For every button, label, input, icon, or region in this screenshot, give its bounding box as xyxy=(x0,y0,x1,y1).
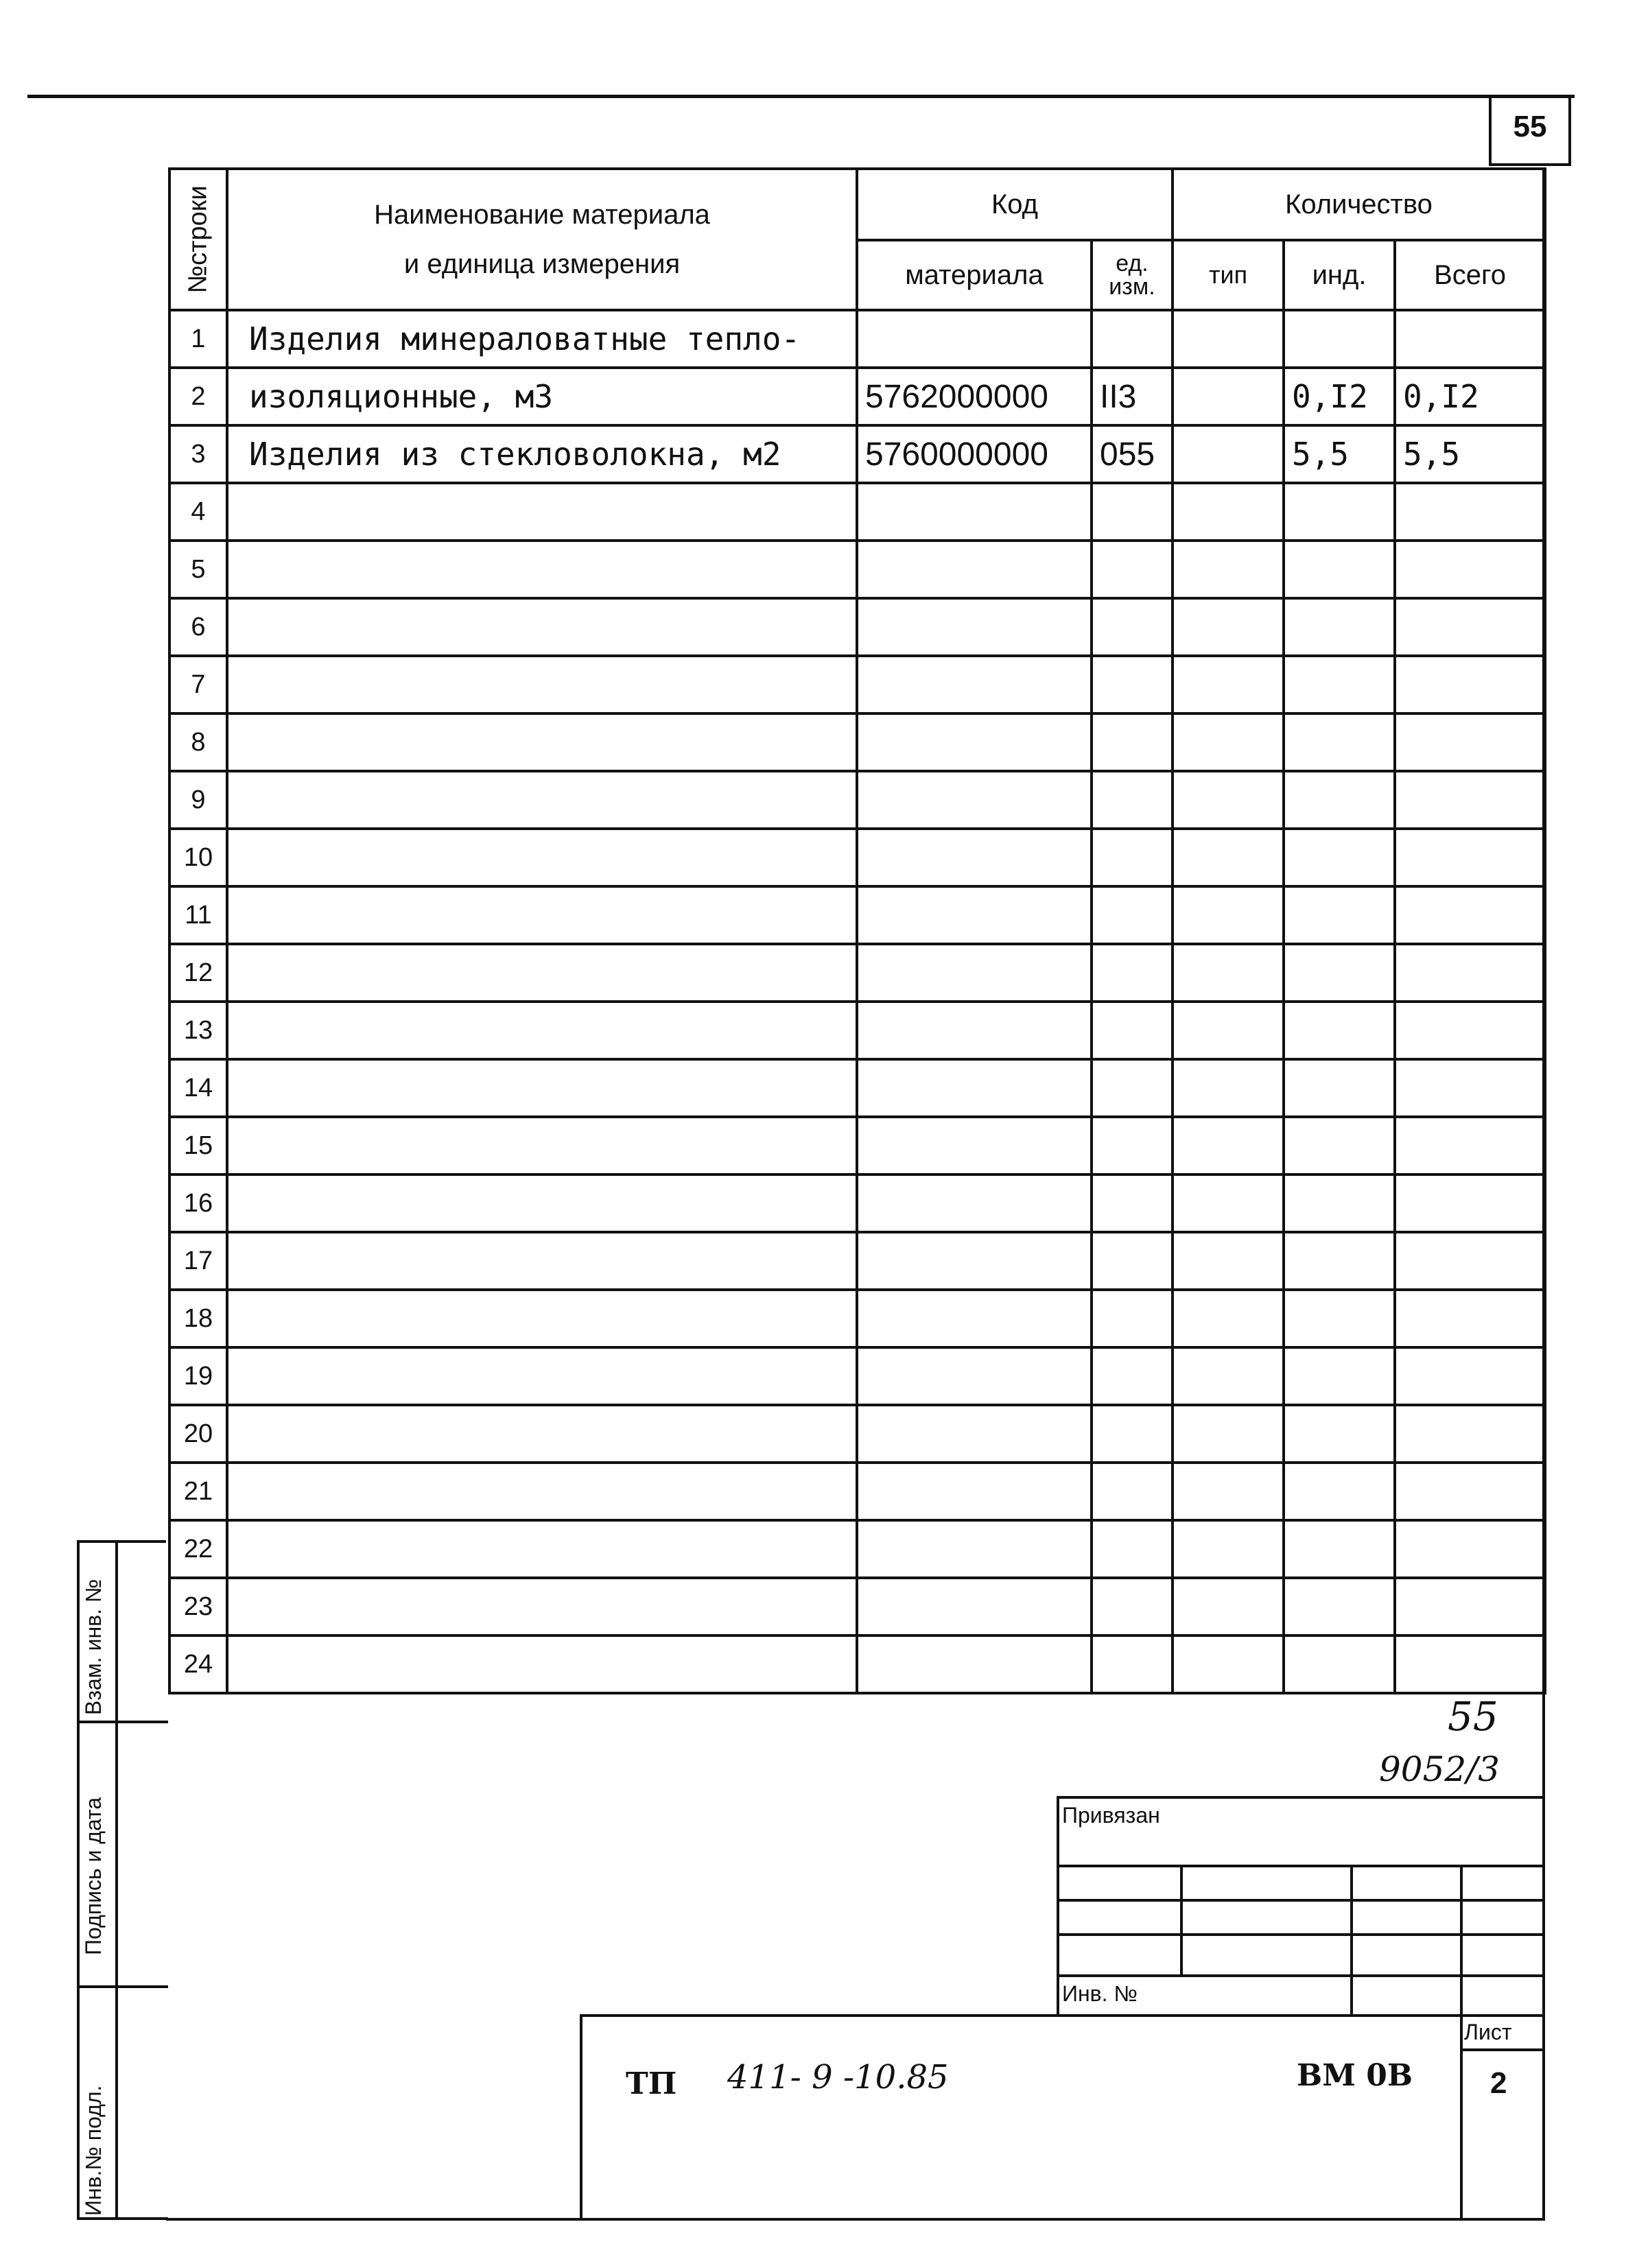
table-row xyxy=(169,598,1545,656)
row-number: 12 xyxy=(169,944,227,1002)
unit-code xyxy=(1092,1002,1173,1059)
unit-code xyxy=(1092,656,1173,713)
material-name xyxy=(227,1174,857,1232)
unit-code: 055 xyxy=(1092,425,1173,483)
material-name: изоляционные, м3 xyxy=(227,368,857,425)
qty-individual xyxy=(1284,1635,1395,1693)
project-code: 411- 9 -10.85 xyxy=(727,2058,949,2096)
material-code xyxy=(857,1520,1092,1578)
table-row xyxy=(169,1002,1545,1059)
qty-individual xyxy=(1284,1347,1395,1405)
qty-individual xyxy=(1284,1002,1395,1059)
table-row xyxy=(169,1347,1545,1405)
header-total: Всего xyxy=(1395,240,1545,310)
row-number: 19 xyxy=(169,1347,227,1405)
unit-code xyxy=(1092,541,1173,598)
qty-total xyxy=(1395,1635,1545,1693)
qty-total xyxy=(1395,598,1545,656)
unit-code xyxy=(1092,1578,1173,1635)
header-unit-code: ед. изм. xyxy=(1092,240,1173,310)
header-row-number: №строки xyxy=(169,169,227,310)
material-name xyxy=(227,829,857,886)
table-row xyxy=(169,1520,1545,1578)
material-code xyxy=(857,1232,1092,1290)
material-code xyxy=(857,483,1092,541)
row-number: 18 xyxy=(169,1290,227,1347)
bound-to-label: Привязан xyxy=(1062,1803,1160,1828)
unit-code xyxy=(1092,1117,1173,1174)
material-name xyxy=(227,713,857,771)
material-name xyxy=(227,1290,857,1347)
material-name xyxy=(227,1347,857,1405)
qty-type xyxy=(1173,1174,1284,1232)
table-row xyxy=(169,1463,1545,1520)
qty-individual xyxy=(1284,1405,1395,1463)
material-code: 5762000000 xyxy=(857,368,1092,425)
handwritten-sheet: 55 xyxy=(1448,1693,1498,1740)
material-code xyxy=(857,771,1092,829)
qty-type xyxy=(1173,656,1284,713)
material-name xyxy=(227,944,857,1002)
qty-total xyxy=(1395,713,1545,771)
header-material-code: материала xyxy=(857,240,1092,310)
row-number: 11 xyxy=(169,886,227,944)
header-individual: инд. xyxy=(1284,240,1395,310)
qty-type xyxy=(1173,483,1284,541)
materials-table xyxy=(168,167,1546,1694)
qty-individual xyxy=(1284,483,1395,541)
table-row xyxy=(169,771,1545,829)
material-name xyxy=(227,598,857,656)
qty-individual xyxy=(1284,713,1395,771)
table-row xyxy=(169,425,1545,483)
strip-divider xyxy=(115,1540,118,2219)
unit-code xyxy=(1092,1463,1173,1520)
qty-type xyxy=(1173,829,1284,886)
material-name xyxy=(227,1059,857,1117)
qty-individual xyxy=(1284,1117,1395,1174)
qty-individual xyxy=(1284,1290,1395,1347)
material-code xyxy=(857,1578,1092,1635)
row-number: 24 xyxy=(169,1635,227,1693)
row-number: 6 xyxy=(169,598,227,656)
qty-total xyxy=(1395,886,1545,944)
unit-code xyxy=(1092,1232,1173,1290)
qty-total xyxy=(1395,656,1545,713)
unit-code xyxy=(1092,1520,1173,1578)
qty-type xyxy=(1173,1002,1284,1059)
unit-code xyxy=(1092,886,1173,944)
qty-total: 5,5 xyxy=(1395,425,1545,483)
material-code xyxy=(857,1290,1092,1347)
qty-type xyxy=(1173,1117,1284,1174)
material-name xyxy=(227,1578,857,1635)
doc-prefix: ТП xyxy=(626,2066,677,2101)
qty-individual: 0,I2 xyxy=(1284,368,1395,425)
qty-type xyxy=(1173,310,1284,368)
material-code xyxy=(857,1463,1092,1520)
handwritten-number: 9052/3 xyxy=(1379,1749,1500,1789)
material-code xyxy=(857,1405,1092,1463)
frame-bottom xyxy=(166,2218,1545,2221)
table-row xyxy=(169,1232,1545,1290)
row-number: 8 xyxy=(169,713,227,771)
unit-code xyxy=(1092,598,1173,656)
row-number: 13 xyxy=(169,1002,227,1059)
unit-code xyxy=(1092,310,1173,368)
strip-sep-1 xyxy=(77,1721,168,1723)
row-number: 2 xyxy=(169,368,227,425)
material-name xyxy=(227,1232,857,1290)
qty-individual xyxy=(1284,1174,1395,1232)
material-name: Изделия минераловатные тепло- xyxy=(227,310,857,368)
qty-individual xyxy=(1284,1232,1395,1290)
qty-total xyxy=(1395,944,1545,1002)
material-name: Изделия из стекловолокна, м2 xyxy=(227,425,857,483)
table-row xyxy=(169,1578,1545,1635)
table-row xyxy=(169,1059,1545,1117)
material-code xyxy=(857,713,1092,771)
unit-code xyxy=(1092,1059,1173,1117)
material-code xyxy=(857,829,1092,886)
row-number: 5 xyxy=(169,541,227,598)
qty-total xyxy=(1395,310,1545,368)
qty-individual xyxy=(1284,1520,1395,1578)
qty-type xyxy=(1173,1520,1284,1578)
material-code xyxy=(857,944,1092,1002)
strip-sep-2 xyxy=(77,1985,168,1988)
qty-type xyxy=(1173,1463,1284,1520)
qty-type xyxy=(1173,771,1284,829)
material-name xyxy=(227,1463,857,1520)
row-number: 10 xyxy=(169,829,227,886)
header-material-name: Наименование материала и единица измерения xyxy=(227,169,857,310)
qty-total xyxy=(1395,1578,1545,1635)
qty-total xyxy=(1395,1347,1545,1405)
header-code: Код xyxy=(857,169,1173,240)
material-code xyxy=(857,886,1092,944)
material-name xyxy=(227,771,857,829)
unit-code xyxy=(1092,483,1173,541)
page-number: 55 xyxy=(1513,110,1547,143)
signature-date-label: Подпись и дата xyxy=(81,1797,106,1955)
qty-individual xyxy=(1284,598,1395,656)
qty-individual xyxy=(1284,944,1395,1002)
unit-code: II3 xyxy=(1092,368,1173,425)
row-number: 3 xyxy=(169,425,227,483)
material-code xyxy=(857,1117,1092,1174)
row-number: 14 xyxy=(169,1059,227,1117)
qty-total xyxy=(1395,1117,1545,1174)
table-row xyxy=(169,1635,1545,1693)
qty-total xyxy=(1395,829,1545,886)
material-name xyxy=(227,1635,857,1693)
page-number-box xyxy=(1489,96,1571,166)
material-code xyxy=(857,1347,1092,1405)
row-number: 15 xyxy=(169,1117,227,1174)
qty-type xyxy=(1173,1347,1284,1405)
table-row xyxy=(169,310,1545,368)
row-number: 20 xyxy=(169,1405,227,1463)
table-row xyxy=(169,1405,1545,1463)
qty-total xyxy=(1395,1520,1545,1578)
doc-code: ВМ 0В xyxy=(1297,2058,1413,2093)
qty-total xyxy=(1395,541,1545,598)
material-code xyxy=(857,656,1092,713)
unit-code xyxy=(1092,1174,1173,1232)
qty-individual xyxy=(1284,1463,1395,1520)
unit-code xyxy=(1092,1405,1173,1463)
table-row xyxy=(169,1117,1545,1174)
replaced-inv-label: Взам. инв. № xyxy=(81,1579,106,1715)
unit-code xyxy=(1092,1290,1173,1347)
material-code xyxy=(857,541,1092,598)
header-type: тип xyxy=(1173,240,1284,310)
material-name xyxy=(227,1405,857,1463)
row-number: 16 xyxy=(169,1174,227,1232)
unit-code xyxy=(1092,1347,1173,1405)
qty-type xyxy=(1173,1290,1284,1347)
material-code xyxy=(857,310,1092,368)
qty-type xyxy=(1173,1059,1284,1117)
qty-type xyxy=(1173,1578,1284,1635)
row-number: 1 xyxy=(169,310,227,368)
qty-individual xyxy=(1284,541,1395,598)
material-name xyxy=(227,483,857,541)
qty-individual xyxy=(1284,656,1395,713)
strip-bottom xyxy=(77,2217,168,2220)
qty-individual xyxy=(1284,1059,1395,1117)
unit-code xyxy=(1092,944,1173,1002)
qty-total xyxy=(1395,1174,1545,1232)
material-name xyxy=(227,1520,857,1578)
qty-type xyxy=(1173,368,1284,425)
qty-type xyxy=(1173,1232,1284,1290)
material-name xyxy=(227,1117,857,1174)
qty-total xyxy=(1395,771,1545,829)
material-code xyxy=(857,1059,1092,1117)
qty-total xyxy=(1395,1463,1545,1520)
table-row xyxy=(169,1174,1545,1232)
sheet-label: Лист xyxy=(1464,2020,1512,2044)
inv-no-label: Инв. № xyxy=(1062,1981,1138,2006)
row-number: 9 xyxy=(169,771,227,829)
material-code xyxy=(857,1174,1092,1232)
table-row xyxy=(169,656,1545,713)
qty-total xyxy=(1395,1290,1545,1347)
qty-type xyxy=(1173,1635,1284,1693)
qty-type xyxy=(1173,541,1284,598)
unit-code xyxy=(1092,771,1173,829)
qty-type xyxy=(1173,1405,1284,1463)
row-number: 23 xyxy=(169,1578,227,1635)
qty-total xyxy=(1395,1232,1545,1290)
material-name xyxy=(227,656,857,713)
qty-total xyxy=(1395,483,1545,541)
sheet-number: 2 xyxy=(1490,2066,1507,2100)
row-number: 17 xyxy=(169,1232,227,1290)
qty-type xyxy=(1173,713,1284,771)
table-row xyxy=(169,541,1545,598)
qty-type xyxy=(1173,425,1284,483)
top-rule xyxy=(27,95,1575,98)
original-inv-label: Инв.№ подл. xyxy=(81,2085,106,2216)
table-row xyxy=(169,944,1545,1002)
table-row xyxy=(169,713,1545,771)
material-code: 5760000000 xyxy=(857,425,1092,483)
unit-code xyxy=(1092,829,1173,886)
row-number: 22 xyxy=(169,1520,227,1578)
material-name xyxy=(227,1002,857,1059)
row-number: 4 xyxy=(169,483,227,541)
unit-code xyxy=(1092,713,1173,771)
qty-individual: 5,5 xyxy=(1284,425,1395,483)
unit-code xyxy=(1092,1635,1173,1693)
qty-total: 0,I2 xyxy=(1395,368,1545,425)
row-number: 21 xyxy=(169,1463,227,1520)
qty-individual xyxy=(1284,829,1395,886)
table-row xyxy=(169,483,1545,541)
material-name xyxy=(227,886,857,944)
qty-type xyxy=(1173,944,1284,1002)
table-row xyxy=(169,1290,1545,1347)
material-code xyxy=(857,1635,1092,1693)
qty-individual xyxy=(1284,310,1395,368)
qty-total xyxy=(1395,1405,1545,1463)
qty-total xyxy=(1395,1059,1545,1117)
qty-individual xyxy=(1284,771,1395,829)
table-row xyxy=(169,886,1545,944)
qty-type xyxy=(1173,886,1284,944)
qty-individual xyxy=(1284,886,1395,944)
material-name xyxy=(227,541,857,598)
table-row xyxy=(169,829,1545,886)
table-row xyxy=(169,368,1545,425)
qty-type xyxy=(1173,598,1284,656)
material-code xyxy=(857,598,1092,656)
header-quantity: Количество xyxy=(1173,169,1545,240)
row-number: 7 xyxy=(169,656,227,713)
qty-total xyxy=(1395,1002,1545,1059)
material-code xyxy=(857,1002,1092,1059)
qty-individual xyxy=(1284,1578,1395,1635)
